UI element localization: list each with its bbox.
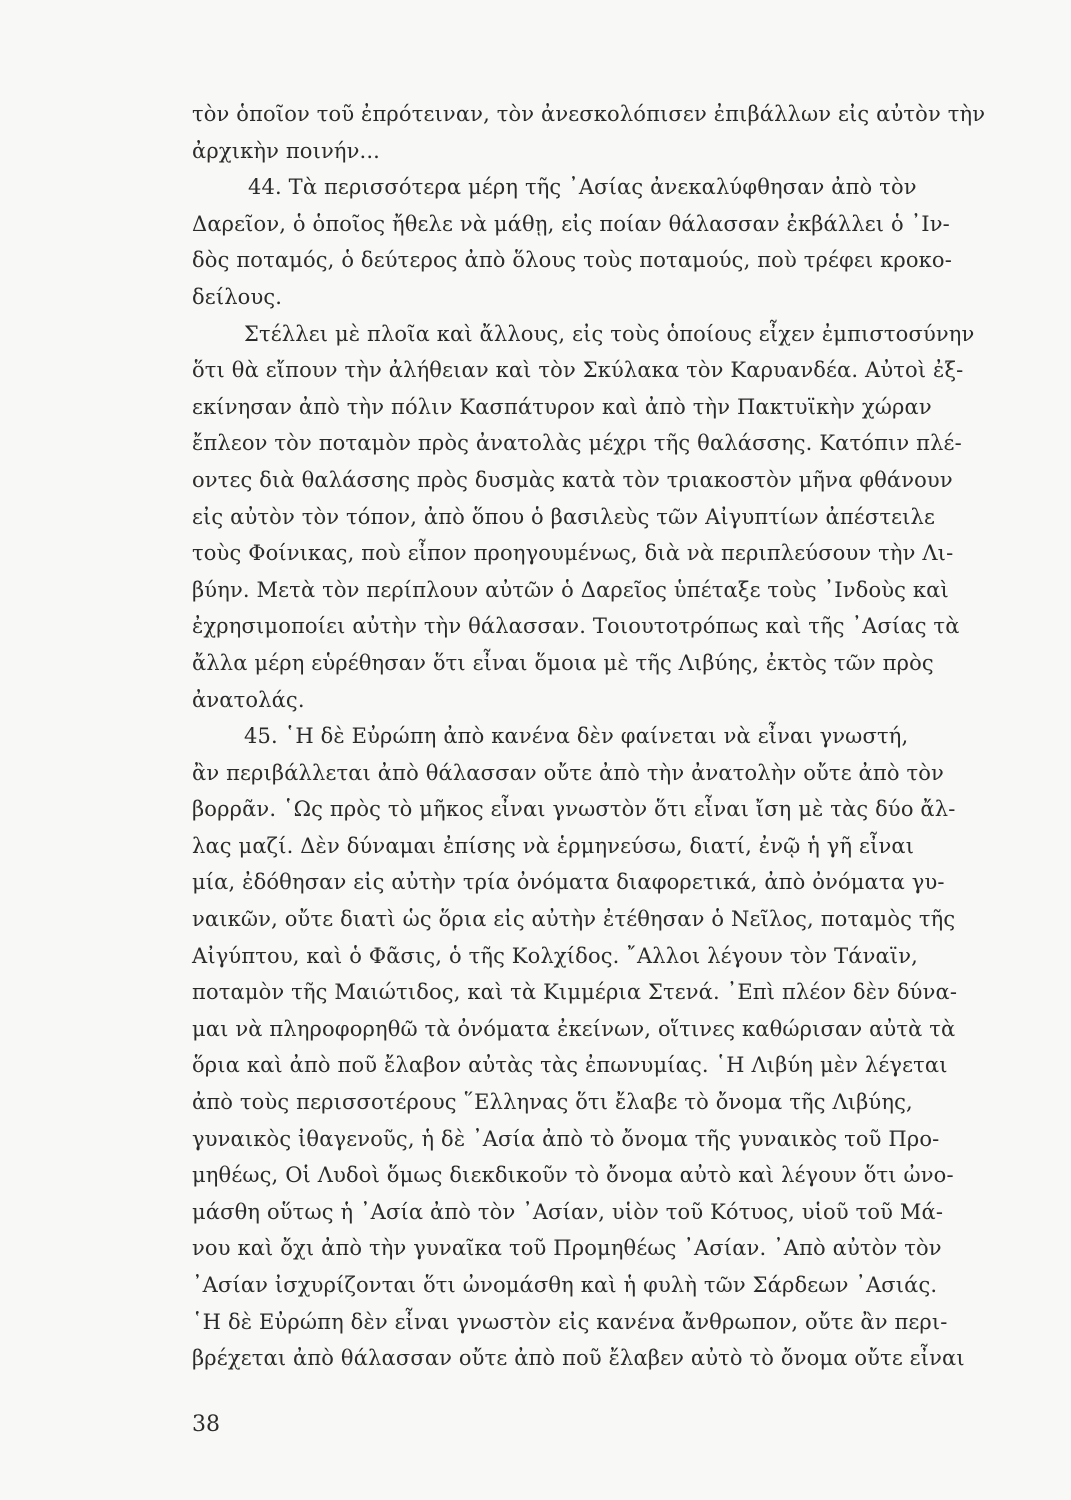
text-line: μία, ἐδόθησαν εἰς αὐτὴν τρία ὀνόματα διαφορετικά, ἀπὸ ὀνόματα γυ-: [192, 870, 945, 895]
text-line: ἐχρησιμοποίει αὐτὴν τὴν θάλασσαν. Τοιουτοτρόπως καὶ τῆς ᾿Ασίας τὰ: [192, 614, 960, 639]
text-line: μαι νὰ πληροφορηθῶ τὰ ὀνόματα ἐκείνων, οἵτινες καθώρισαν αὐτὰ τὰ: [192, 1016, 956, 1041]
text-line: ναικῶν, οὔτε διατὶ ὡς ὅρια εἰς αὐτὴν ἐτέθησαν ὁ Νεῖλος, ποταμὸς τῆς: [192, 907, 956, 932]
text-line: βορρᾶν. ῾Ως πρὸς τὸ μῆκος εἶναι γνωστὸν ὅτι εἶναι ἴση μὲ τὰς δύο ἄλ-: [192, 797, 956, 822]
text-line: νου καὶ ὄχι ἀπὸ τὴν γυναῖκα τοῦ Προμηθέως ᾿Ασίαν. ᾿Απὸ αὐτὸν τὸν: [192, 1236, 942, 1261]
page-number: 38: [192, 1412, 220, 1437]
text-line: 45. ῾Η δὲ Εὐρώπη ἀπὸ κανένα δὲν φαίνεται νὰ εἶναι γνωστή,: [244, 724, 909, 749]
text-line: ἂν περιβάλλεται ἀπὸ θάλασσαν οὔτε ἀπὸ τὴν ἀνατολὴν οὔτε ἀπὸ τὸν: [192, 760, 944, 785]
text-line: βύην. Μετὰ τὸν περίπλουν αὐτῶν ὁ Δαρεῖος ὑπέταξε τοὺς ᾿Ινδοὺς καὶ: [192, 577, 949, 602]
text-line: οντες διὰ θαλάσσης πρὸς δυσμὰς κατὰ τὸν τριακοστὸν μῆνα φθάνουν: [192, 467, 953, 492]
text-line: δὸς ποταμός, ὁ δεύτερος ἀπὸ ὅλους τοὺς ποταμούς, ποὺ τρέφει κροκο-: [192, 248, 952, 273]
text-line: μάσθη οὕτως ἡ ᾿Ασία ἀπὸ τὸν ᾿Ασίαν, υἱὸν τοῦ Κότυος, υἱοῦ τοῦ Μά-: [192, 1199, 944, 1224]
body-text: [192, 96, 986, 1377]
text-line: ὅτι θὰ εἴπουν τὴν ἀλήθειαν καὶ τὸν Σκύλακα τὸν Καρυανδέα. Αὐτοὶ ἐξ-: [192, 358, 964, 383]
text-line: ἀπὸ τοὺς περισσοτέρους ῞Ελληνας ὅτι ἔλαβε τὸ ὄνομα τῆς Λιβύης,: [192, 1090, 913, 1115]
text-line: 44. Τὰ περισσότερα μέρη τῆς ᾿Ασίας ἀνεκαλύφθησαν ἀπὸ τὸν: [248, 175, 917, 200]
text-line: ποταμὸν τῆς Μαιώτιδος, καὶ τὰ Κιμμέρια Στενά. ᾿Επὶ πλέον δὲν δύνα-: [192, 980, 958, 1005]
text-line: Αἰγύπτου, καὶ ὁ Φᾶσις, ὁ τῆς Κολχίδος. ῎Αλλοι λέγουν τὸν Τάναϊν,: [192, 943, 918, 968]
text-line: ἔπλεον τὸν ποταμὸν πρὸς ἀνατολὰς μέχρι τῆς θαλάσσης. Κατόπιν πλέ-: [192, 431, 962, 456]
text-line: ἀνατολάς.: [192, 687, 305, 712]
text-line: εκίνησαν ἀπὸ τὴν πόλιν Κασπάτυρον καὶ ἀπὸ τὴν Πακτυϊκὴν χώραν: [192, 394, 932, 419]
text-line: Δαρεῖον, ὁ ὁποῖος ἤθελε νὰ μάθῃ, εἰς ποίαν θάλασσαν ἐκβάλλει ὁ ᾿Ιν-: [192, 211, 950, 236]
text-line: ᾿Ασίαν ἰσχυρίζονται ὅτι ὠνομάσθη καὶ ἡ φυλὴ τῶν Σάρδεων ᾿Ασιάς.: [192, 1273, 938, 1297]
text-line: βρέχεται ἀπὸ θάλασσαν οὔτε ἀπὸ ποῦ ἔλαβεν αὐτὸ τὸ ὄνομα οὔτε εἶναι: [192, 1346, 965, 1371]
text-line: τοὺς Φοίνικας, ποὺ εἶπον προηγουμένως, διὰ νὰ περιπλεύσουν τὴν Λι-: [192, 541, 954, 566]
text-line: Στέλλει μὲ πλοῖα καὶ ἄλλους, εἰς τοὺς ὁποίους εἶχεν ἐμπιστοσύνην: [244, 321, 975, 346]
text-line: εἰς αὐτὸν τὸν τόπον, ἀπὸ ὅπου ὁ βασιλεὺς τῶν Αἰγυπτίων ἀπέστειλε: [192, 504, 935, 529]
text-line: γυναικὸς ἰθαγενοῦς, ἡ δὲ ᾿Ασία ἀπὸ τὸ ὄνομα τῆς γυναικὸς τοῦ Προ-: [192, 1126, 940, 1151]
text-line: λας μαζί. Δὲν δύναμαι ἐπίσης νὰ ἑρμηνεύσω, διατί, ἐνῷ ἡ γῆ εἶναι: [192, 833, 915, 858]
text-line: ὅρια καὶ ἀπὸ ποῦ ἔλαβον αὐτὰς τὰς ἐπωνυμίας. ῾Η Λιβύη μὲν λέγεται: [192, 1053, 948, 1078]
text-line: τὸν ὁποῖον τοῦ ἐπρότειναν, τὸν ἀνεσκολόπισεν ἐπιβάλλων εἰς αὐτὸν τὴν: [192, 102, 986, 126]
text-line: δείλους.: [192, 284, 283, 309]
text-line: ῾Η δὲ Εὐρώπη δὲν εἶναι γνωστὸν εἰς κανένα ἄνθρωπον, οὔτε ἂν περι-: [192, 1309, 948, 1334]
text-line: ἀρχικὴν ποινήν...: [192, 138, 381, 163]
text-line: ἄλλα μέρη εὑρέθησαν ὅτι εἶναι ὅμοια μὲ τῆς Λιβύης, ἐκτὸς τῶν πρὸς: [192, 650, 934, 675]
text-line: μηθέως, Οἱ Λυδοὶ ὅμως διεκδικοῦν τὸ ὄνομα αὐτὸ καὶ λέγουν ὅτι ὠνο-: [192, 1163, 954, 1188]
